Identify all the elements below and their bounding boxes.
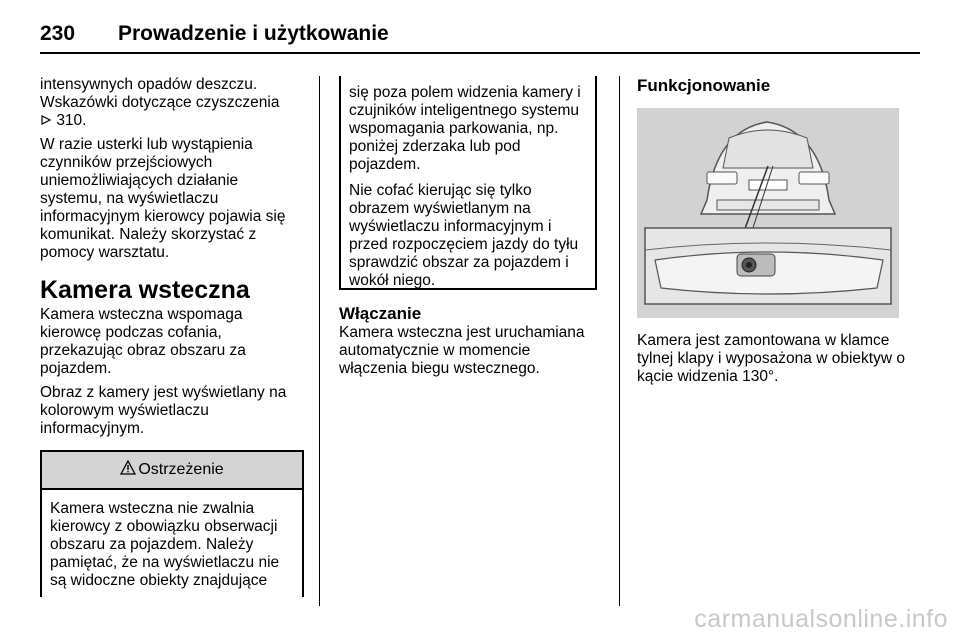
paragraph-activation: Kamera wsteczna jest uruchamiana automatycznie w momencie włączenia biegu wstecznego. (339, 324, 585, 377)
watermark: carmanualsonline.info (694, 605, 948, 633)
page-number: 230 (40, 22, 76, 45)
paragraph-camera-display: Obraz z kamery jest wyświetlany na kolorowym wyświetlaczu informacyjnym. (40, 384, 287, 437)
warning-continued-text-2: Nie cofać kierując się tylko obrazem wyświetlanym na wyświetlaczu informacyjnym i przed rozpoczęciem jazdy do tyłu sprawdzić obszar za pojazdem i wokół niego. (349, 182, 579, 289)
paragraph-fault: W razie usterki lub wystąpienia czynników przejściowych uniemożliwiających działanie systemu, na wyświetlaczu informacyjnym kierowcy pojawia się komunikat. Należy skorzystać z pomocy warsztatu. (40, 136, 286, 261)
warning-continued-text-1: się poza polem widzenia kamery i czujników inteligentnego systemu wspomagania parkowania, np. poniżej zderzaka lub pod pojazdem. (349, 84, 581, 173)
column-right (637, 76, 905, 96)
page-reference-link[interactable]: 310. (56, 112, 87, 129)
section-heading-activation: Włączanie (339, 304, 422, 323)
warning-box-continued (339, 76, 597, 290)
paragraph-rain (40, 76, 302, 130)
warning-text: Kamera wsteczna nie zwalnia kierowcy z obowiązku obserwacji obszaru za pojazdem. Należy pamiętać, że na wyświetlaczu nie są widoczne obiekty znajdujące (50, 500, 280, 589)
column-divider-1 (319, 76, 320, 606)
column-right-text (637, 332, 905, 392)
rear-camera-illustration (637, 108, 899, 318)
column-divider-2 (619, 76, 620, 606)
column-left (40, 76, 302, 444)
page-title: Prowadzenie i użytkowanie (118, 22, 389, 45)
paragraph-camera-purpose: Kamera wsteczna wspomaga kierowcę podczas cofania, przekazując obraz obszaru za pojazdem. (40, 306, 246, 377)
warning-header (42, 452, 302, 490)
section-heading-rear-camera: Kamera wsteczna (40, 276, 250, 304)
section-heading-operation: Funkcjonowanie (637, 76, 771, 95)
warning-triangle-icon (120, 460, 136, 480)
warning-title: Ostrzeżenie (138, 461, 224, 478)
column-middle (339, 304, 601, 384)
paragraph-camera-location: Kamera jest zamontowana w klamce tylnej klapy i wyposażona w obiektyw o kącie widzenia 130°. (637, 332, 905, 385)
page-header (40, 16, 920, 54)
warning-box (40, 450, 304, 597)
paragraph-rain-text: intensywnych opadów deszczu. Wskazówki dotyczące czyszczenia (40, 76, 280, 111)
arrow-ref-icon (40, 112, 56, 129)
